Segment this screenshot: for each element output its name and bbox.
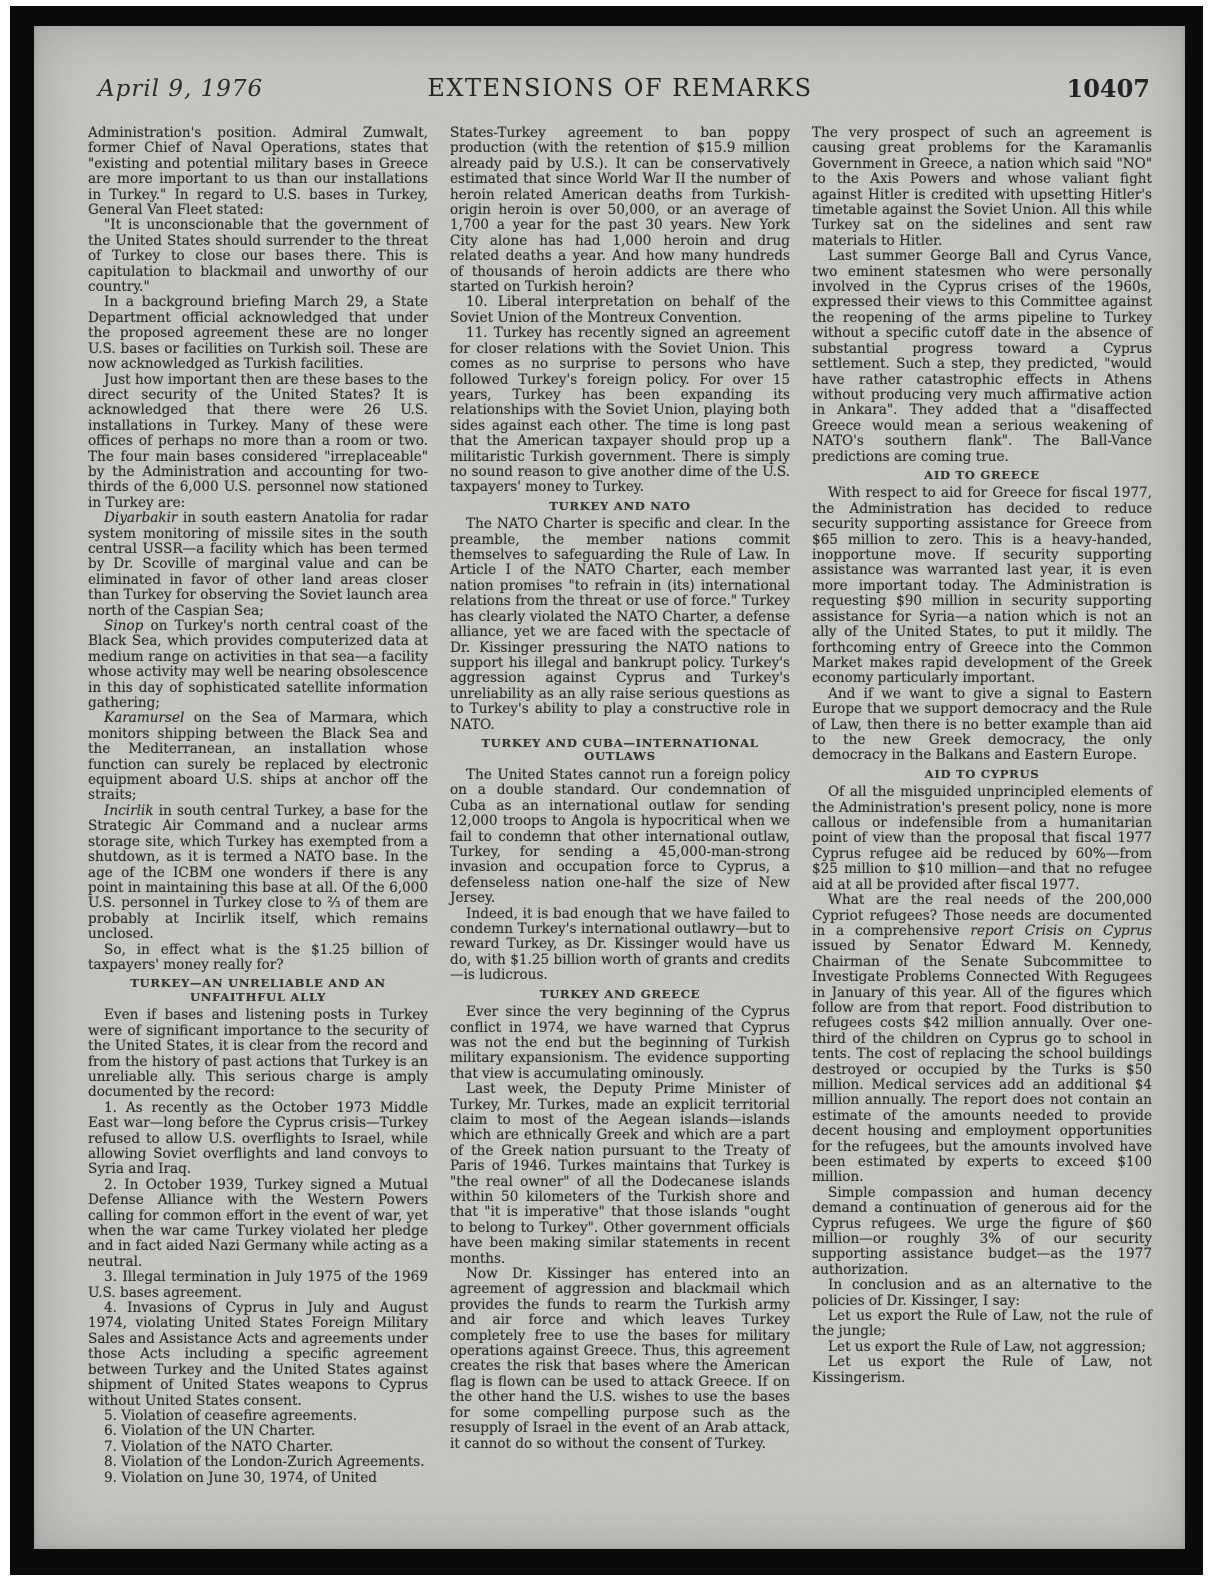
paragraph: With respect to aid for Greece for fiscal 1977, the Administration has decided to reduce security supporting assistance for Greece from $65 million to zero. This is a heavy-handed, inopportune move. If security supporting assistance was warranted last year, it is even more important today. The Administration is requesting $90 million in security supporting assistance for Syria—a nation which is not an ally of the United States, to put it mildly. The forthcoming entry of Greece into the Common Market makes rapid development of the Greek economy particularly important. bbox=[812, 485, 1152, 687]
section-heading: AID TO CYPRUS bbox=[924, 766, 1040, 781]
paragraph: 9. Violation on June 30, 1974, of United bbox=[104, 1469, 377, 1486]
paragraph: Let us export the Rule of Law, not Kissingerism. bbox=[812, 1354, 1152, 1386]
paragraph: 4. Invasions of Cyprus in July and August 1974, violating United States Foreign Military Sales and Assistance Acts and agreements under those Acts including a specific agreement between Turkey and the United States against shipment of United States weapons to Cyprus without United States consent. bbox=[88, 1300, 428, 1409]
section-heading: TURKEY AND CUBA—INTERNATIONAL OUTLAWS bbox=[481, 735, 759, 764]
paragraph: Ever since the very beginning of the Cyprus conflict in 1974, we have warned that Cyprus was not the end but the beginning of Turkish military expansionism. The evidence supporting that view is accumulating ominously. bbox=[450, 1004, 790, 1082]
section-heading: TURKEY—AN UNRELIABLE AND AN UNFAITHFUL ALLY bbox=[130, 976, 386, 1004]
page-date: April 9, 1976 bbox=[98, 76, 264, 102]
paragraph: Last week, the Deputy Prime Minister of Turkey, Mr. Turkes, made an explicit territorial claim to most of the Aegean islands—islands which are ethnically Greek and which are a part of the Greek nation pursuant to the Treaty of Paris of 1946. Turkes maintains that Turkey is "the real owner" of all the Dodecanese islands within 50 kilometers of the Turkish shore and that "it is imperative" that those islands "ought to belong to Turkey". Other government officials have been making similar statements in recent months. bbox=[450, 1081, 790, 1267]
page-title: EXTENSIONS OF REMARKS bbox=[427, 74, 813, 102]
paragraph: Last summer George Ball and Cyrus Vance, two eminent statesmen who were personally involved in the Cyprus crises of the 1960s, expressed their views to this Committee against the reopening of the arms pipeline to Turkey without a specific cutoff date in the absence of substantial progress toward a Cyprus settlement. Such a step, they predicted, "would have rather catastrophic effects in Athens without producing very much affirmative action in Ankara". They added that a "disaffected Greece would mean a serious weakening of NATO's southern flank". The Ball-Vance predictions are coming true. bbox=[812, 248, 1152, 465]
paragraph: Of all the misguided unprincipled elements of the Administration's present policy, none is more callous or indefensible from a humanitarian point of view than the proposal that fiscal 1977 Cyprus refugee aid be reduced by 60%—from $25 million to $10 million—and that no refugee aid at all be provided after fiscal 1977. bbox=[812, 784, 1152, 893]
paragraph: 8. Violation of the London-Zurich Agreements. bbox=[104, 1454, 425, 1471]
scan-frame bbox=[10, 6, 1203, 1575]
paragraph: 10. Liberal interpretation on behalf of the Soviet Union of the Montreux Convention. bbox=[450, 294, 790, 326]
paragraph: 2. In October 1939, Turkey signed a Mutual Defense Alliance with the Western Powers calling for common effort in the event of war, yet when the war came Turkey violated her pledge and in fact aided Nazi Germany while acting as a neutral. bbox=[88, 1176, 428, 1270]
paragraph: Incirlik in south central Turkey, a base for the Strategic Air Command and a nuclear arms storage site, which Turkey has exempted from a shutdown, as it is termed a NATO base. In the age of the ICBM one wonders if there is any point in maintaining this base at all. Of the 6,000 U.S. personnel in Turkey close to ⅔ of them are probably at Incirlik itself, which remains unclosed. bbox=[88, 802, 428, 943]
paragraph: Let us export the Rule of Law, not the rule of the jungle; bbox=[812, 1308, 1152, 1340]
paragraph: And if we want to give a signal to Eastern Europe that we support democracy and the Rule of Law, then there is no better example than aid to the new Greek democracy, the only democracy in the Balkans and Eastern Europe. bbox=[812, 685, 1152, 764]
paragraph: "It is unconscionable that the government of the United States should surrender to the threat of Turkey to close our bases there. This is capitulation to blackmail and unworthy of our country." bbox=[88, 217, 428, 296]
section-heading: TURKEY AND GREECE bbox=[539, 986, 701, 1001]
paragraph: Karamursel on the Sea of Marmara, which monitors shipping between the Black Sea and the Mediterranean, an installation whose function can surely be replaced by electronic equipment aboard U.S. ships at anchor off the straits; bbox=[88, 710, 428, 804]
paragraph: 11. Turkey has recently signed an agreement for closer relations with the Soviet Union. This comes as no surprise to persons who have followed Turkey's foreign policy. For over 15 years, Turkey has been expanding its relationships with the Soviet Union, playing both sides against each other. The time is long past that the American taxpayer should prop up a militaristic Turkish government. There is simply no sound reason to give another dime of the U.S. taxpayers' money to Turkey. bbox=[450, 325, 790, 496]
paragraph: Sinop on Turkey's north central coast of the Black Sea, which provides computerized data at medium range on activities in that sea—a facility whose activity may well be nearing obsolescence in this day of sophisticated satellite information gathering; bbox=[88, 618, 428, 712]
paragraph: Now Dr. Kissinger has entered into an agreement of aggression and blackmail which provides the funds to rearm the Turkish army and air force and which leaves Turkey completely free to use the bases for military operations against Greece. Thus, this agreement creates the risk that bases where the American flag is flown can be used to attack Greece. If on the other hand the U.S. wishes to use the bases for some compelling purpose such as the resupply of Israel in the event of an Arab attack, it cannot do so without the consent of Turkey. bbox=[450, 1266, 790, 1452]
paragraph: The United States cannot run a foreign policy on a double standard. Our condemnation of Cuba as an international outlaw for sending 12,000 troops to Angola is hypocritical when we fail to condemn that other international outlaw, Turkey, for sending a 45,000-man-strong invasion and occupation force to Cyprus, a defenseless nation one-half the size of New Jersey. bbox=[450, 766, 790, 907]
paragraph: In a background briefing March 29, a State Department official acknowledged that under the proposed agreement these are no longer U.S. bases or facilities on Turkish soil. These are now acknowledged as Turkish facilities. bbox=[88, 294, 428, 373]
text-columns bbox=[88, 126, 1155, 1486]
column-1 bbox=[88, 126, 428, 1486]
column-3 bbox=[812, 126, 1152, 1486]
paragraph: States-Turkey agreement to ban poppy production (with the retention of $15.9 million already paid by U.S.). It can be conservatively estimated that since World War II the number of heroin related American deaths from Turkish-origin heroin is over 50,000, or an average of 1,700 a year for the past 30 years. New York City alone has had 1,000 heroin and drug related deaths a year. And how many hundreds of thousands of heroin addicts are there who started on Turkish heroin? bbox=[450, 125, 790, 296]
page-number: 10407 bbox=[1066, 74, 1150, 103]
paragraph: 5. Violation of ceasefire agreements. bbox=[104, 1407, 358, 1424]
paragraph: 1. As recently as the October 1973 Middle East war—long before the Cyprus crisis—Turkey refused to allow U.S. overflights to Israel, while allowing Soviet overflights and land convoys to Syria and Iraq. bbox=[88, 1099, 428, 1178]
paragraph: In conclusion and as an alternative to the policies of Dr. Kissinger, I say: bbox=[812, 1277, 1152, 1309]
paragraph: Diyarbakir in south eastern Anatolia for radar system monitoring of missile sites in the south central USSR—a facility which has been termed by Dr. Scoville of marginal value and can be eliminated in favor of other land areas closer than Turkey for observing the Soviet launch area north of the Caspian Sea; bbox=[88, 510, 428, 619]
running-head bbox=[88, 74, 1152, 120]
paragraph: Simple compassion and human decency demand a continuation of generous aid for the Cyprus refugees. We urge the figure of $60 million—or roughly 3% of our security supporting assistance budget—as the 1977 authorization. bbox=[812, 1184, 1152, 1278]
paragraph: Just how important then are these bases to the direct security of the United States? It is acknowledged that there were 26 U.S. installations in Turkey. Many of these were offices of perhaps no more than a room or two. The four main bases considered "irreplaceable" by the Administration and accounting for two-thirds of the 6,000 U.S. personnel now stationed in Turkey are: bbox=[88, 371, 428, 511]
paragraph: Administration's position. Admiral Zumwalt, former Chief of Naval Operations, states that "existing and potential military bases in Greece are more important to us than our installations in Turkey." In regard to U.S. bases in Turkey, General Van Fleet stated: bbox=[88, 125, 428, 219]
paragraph: Indeed, it is bad enough that we have failed to condemn Turkey's international outlawry—but to reward Turkey, as Dr. Kissinger would have us do, with $1.25 billion worth of grants and credits—is ludicrous. bbox=[450, 905, 790, 984]
section-heading: TURKEY AND NATO bbox=[549, 498, 691, 513]
paragraph: The very prospect of such an agreement is causing great problems for the Karamanlis Government in Greece, a nation which said "NO" to the Axis Powers and whose valiant fight against Hitler is credited with upsetting Hitler's timetable against the Soviet Union. All this while Turkey sat on the sidelines and sent raw materials to Hitler. bbox=[812, 125, 1152, 249]
paragraph: The NATO Charter is specific and clear. In the preamble, the member nations commit themselves to safeguarding the Rule of Law. In Article I of the NATO Charter, each member nation promises "to refrain in (its) international relations from the threat or use of force." Turkey has clearly violated the NATO Charter, a defense alliance, yet we are faced with the spectacle of Dr. Kissinger pressuring the NATO nations to support his illegal and bankrupt policy. Turkey's aggression against Cyprus and Turkey's unreliability as an ally raise serious questions as to Turkey's ability to play a constructive role in NATO. bbox=[450, 516, 790, 733]
paragraph: Let us export the Rule of Law, not aggression; bbox=[828, 1338, 1146, 1355]
column-2 bbox=[450, 126, 790, 1486]
paragraph: 7. Violation of the NATO Charter. bbox=[104, 1438, 334, 1455]
paragraph: Even if bases and listening posts in Turkey were of significant importance to the security of the United States, it is clear from the record and from the history of past actions that Turkey is an unreliable ally. This serious charge is amply documented by the record: bbox=[88, 1007, 428, 1101]
section-heading: AID TO GREECE bbox=[924, 467, 1040, 482]
paragraph: 3. Illegal termination in July 1975 of the 1969 U.S. bases agreement. bbox=[88, 1269, 428, 1301]
paragraph: What are the real needs of the 200,000 Cypriot refugees? Those needs are documented in a comprehensive report Crisis on Cyprus issued by Senator Edward M. Kennedy, Chairman of the Senate Subcommittee to Investigate Problems Connected With Regugees in January of this year. All of the figures which follow are from that report. Food distribution to refugees costs $42 million annually. Over one-third of the children on Cyprus go to school in tents. The cost of replacing the school buildings destroyed or occupied by the Turks is $50 million. Medical services add an additional $4 million annually. The report does not contain an estimate of the amounts needed to provide decent housing and employment opportunities for the refugees, but the amounts involved have been estimated by experts to exceed $100 million. bbox=[812, 892, 1152, 1186]
paragraph: 6. Violation of the UN Charter. bbox=[104, 1423, 316, 1440]
paper bbox=[34, 26, 1185, 1549]
paragraph: So, in effect what is the $1.25 billion of taxpayers' money really for? bbox=[88, 941, 428, 973]
